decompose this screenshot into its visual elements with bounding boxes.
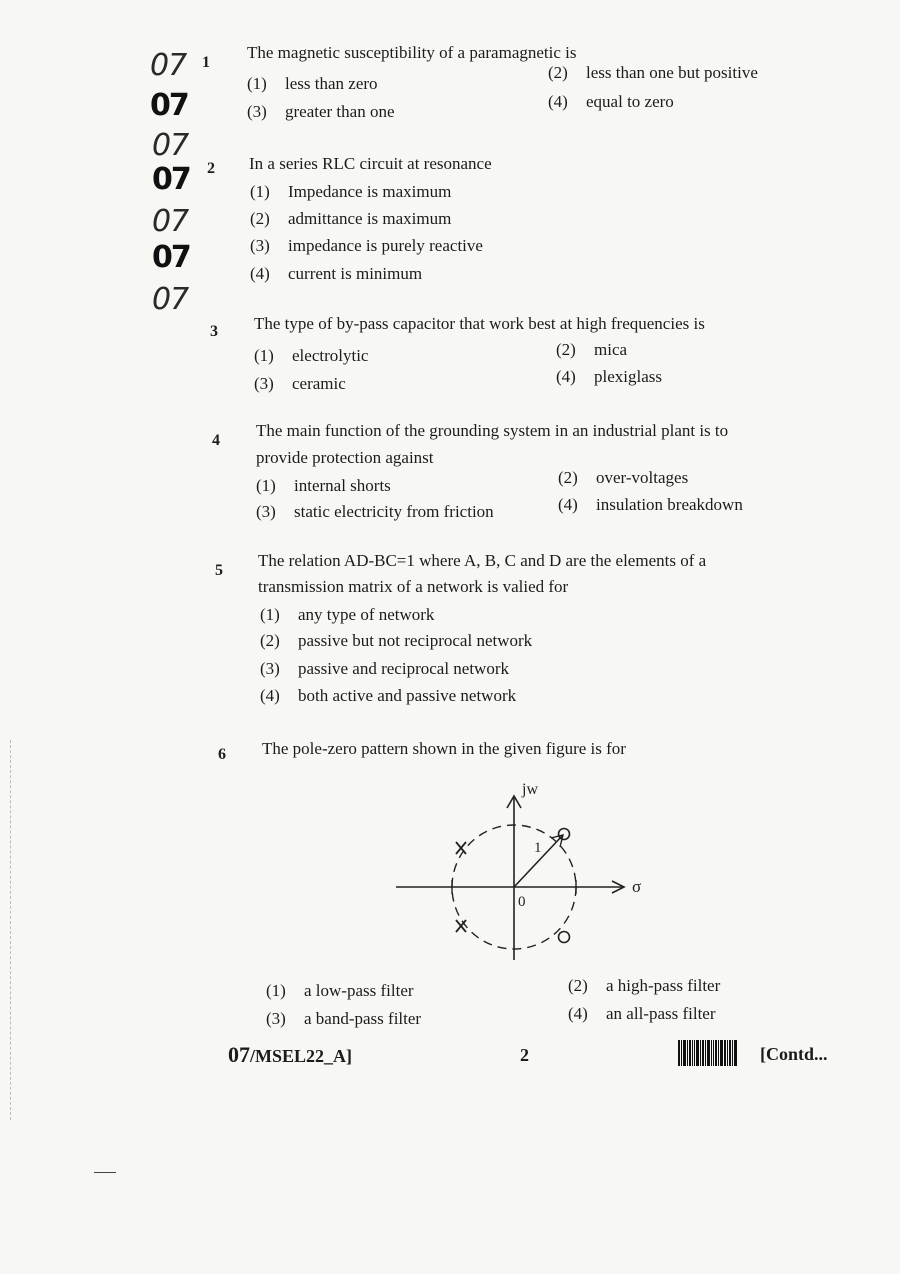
radius-label: 1 (534, 840, 542, 856)
question-text: The magnetic susceptibility of a paramagnetic is (247, 43, 577, 62)
handwritten-mark: 07 (150, 48, 187, 83)
question-number: 3 (210, 323, 218, 340)
option-text: passive but not reciprocal network (298, 631, 533, 650)
option-text: a band-pass filter (304, 1009, 422, 1028)
option-text: a high-pass filter (606, 976, 721, 995)
question-text-line2: transmission matrix of a network is valied for (258, 577, 569, 596)
option-1[interactable] (250, 182, 451, 202)
stamp-mark: 07 (152, 240, 190, 275)
zero-marker-lower (559, 932, 570, 943)
option-text: passive and reciprocal network (298, 659, 509, 678)
option-number: (2) (260, 631, 280, 650)
option-2[interactable] (568, 976, 720, 996)
option-text: insulation breakdown (596, 495, 743, 514)
option-number: (1) (254, 346, 274, 365)
option-2[interactable] (260, 631, 532, 651)
paper-code (228, 1042, 352, 1068)
option-text: equal to zero (586, 92, 674, 111)
option-3[interactable] (260, 659, 509, 679)
option-4[interactable] (260, 686, 516, 706)
option-number: (4) (250, 264, 270, 283)
option-text: internal shorts (294, 476, 391, 495)
option-1[interactable] (266, 981, 414, 1001)
option-number: (2) (548, 63, 568, 82)
scan-edge (10, 740, 12, 1120)
question-text: The pole-zero pattern shown in the given figure is for (262, 739, 626, 758)
option-number: (3) (250, 236, 270, 255)
zero-marker-upper (559, 829, 570, 840)
scan-mark (94, 1172, 116, 1173)
continued-label: [Contd... (760, 1044, 828, 1064)
stamp-mark: 07 (150, 88, 188, 123)
option-number: (4) (568, 1004, 588, 1023)
option-number: (2) (558, 468, 578, 487)
question-number: 5 (215, 562, 223, 579)
paper-code-rest: /MSEL22_A] (250, 1046, 353, 1066)
sigma-axis-label: σ (632, 877, 642, 896)
option-text: plexiglass (594, 367, 662, 386)
origin-label: 0 (518, 894, 526, 910)
option-1[interactable] (260, 605, 434, 625)
question-number: 4 (212, 432, 220, 449)
option-number: (4) (558, 495, 578, 514)
pole-marker-lower (456, 920, 466, 932)
option-text: an all-pass filter (606, 1004, 716, 1023)
option-number: (1) (247, 74, 267, 93)
handwritten-mark: 07 (152, 128, 189, 163)
barcode-icon (678, 1040, 738, 1066)
pole-zero-figure (390, 772, 670, 962)
option-4[interactable] (558, 495, 743, 515)
option-3[interactable] (247, 102, 395, 122)
option-text: any type of network (298, 605, 435, 624)
question-text-line1: The relation AD-BC=1 where A, B, C and D are the elements of a (258, 551, 707, 570)
jw-axis-label: jw (522, 781, 538, 798)
option-text: less than one but positive (586, 63, 758, 82)
paper-code-prefix: 07 (228, 1042, 250, 1067)
option-number: (1) (266, 981, 286, 1000)
option-3[interactable] (254, 374, 346, 394)
option-text: current is minimum (288, 264, 423, 283)
question-number: 1 (202, 54, 210, 71)
option-number: (3) (247, 102, 267, 121)
option-4[interactable] (556, 367, 662, 387)
option-4[interactable] (548, 92, 674, 112)
question-text-line1: The main function of the grounding system in an industrial plant is to (256, 421, 729, 440)
option-text: over-voltages (596, 468, 689, 487)
option-text: a low-pass filter (304, 981, 414, 1000)
option-number: (1) (256, 476, 276, 495)
option-1[interactable] (254, 346, 368, 366)
option-2[interactable] (250, 209, 451, 229)
option-number: (1) (250, 182, 270, 201)
question-text-line2: provide protection against (256, 448, 434, 467)
option-number: (2) (250, 209, 270, 228)
option-3[interactable] (250, 236, 483, 256)
option-4[interactable] (250, 264, 422, 284)
option-number: (2) (568, 976, 588, 995)
question-number: 2 (207, 160, 215, 177)
option-number: (3) (260, 659, 280, 678)
option-text: mica (594, 340, 628, 359)
option-number: (3) (256, 502, 276, 521)
option-number: (2) (556, 340, 576, 359)
option-text: static electricity from friction (294, 502, 494, 521)
option-2[interactable] (556, 340, 627, 360)
option-number: (4) (556, 367, 576, 386)
pole-marker-upper (456, 842, 466, 854)
question-text: The type of by-pass capacitor that work best at high frequencies is (254, 314, 705, 333)
option-text: impedance is purely reactive (288, 236, 483, 255)
option-text: both active and passive network (298, 686, 517, 705)
stamp-mark: 07 (152, 162, 190, 197)
option-2[interactable] (548, 63, 758, 83)
option-3[interactable] (256, 502, 494, 522)
option-text: electrolytic (292, 346, 369, 365)
handwritten-mark: 07 (152, 204, 189, 239)
option-number: (3) (266, 1009, 286, 1028)
option-text: ceramic (292, 374, 346, 393)
option-number: (3) (254, 374, 274, 393)
option-number: (1) (260, 605, 280, 624)
option-number: (4) (548, 92, 568, 111)
option-3[interactable] (266, 1009, 421, 1029)
option-4[interactable] (568, 1004, 716, 1024)
option-text: Impedance is maximum (288, 182, 452, 201)
option-text: admittance is maximum (288, 209, 452, 228)
handwritten-mark: 07 (152, 282, 189, 317)
option-1[interactable] (256, 476, 391, 496)
question-number: 6 (218, 746, 226, 763)
option-text: less than zero (285, 74, 378, 93)
option-text: greater than one (285, 102, 395, 121)
page-number: 2 (520, 1045, 529, 1065)
option-number: (4) (260, 686, 280, 705)
option-1[interactable] (247, 74, 378, 94)
question-text: In a series RLC circuit at resonance (249, 154, 492, 173)
option-2[interactable] (558, 468, 688, 488)
